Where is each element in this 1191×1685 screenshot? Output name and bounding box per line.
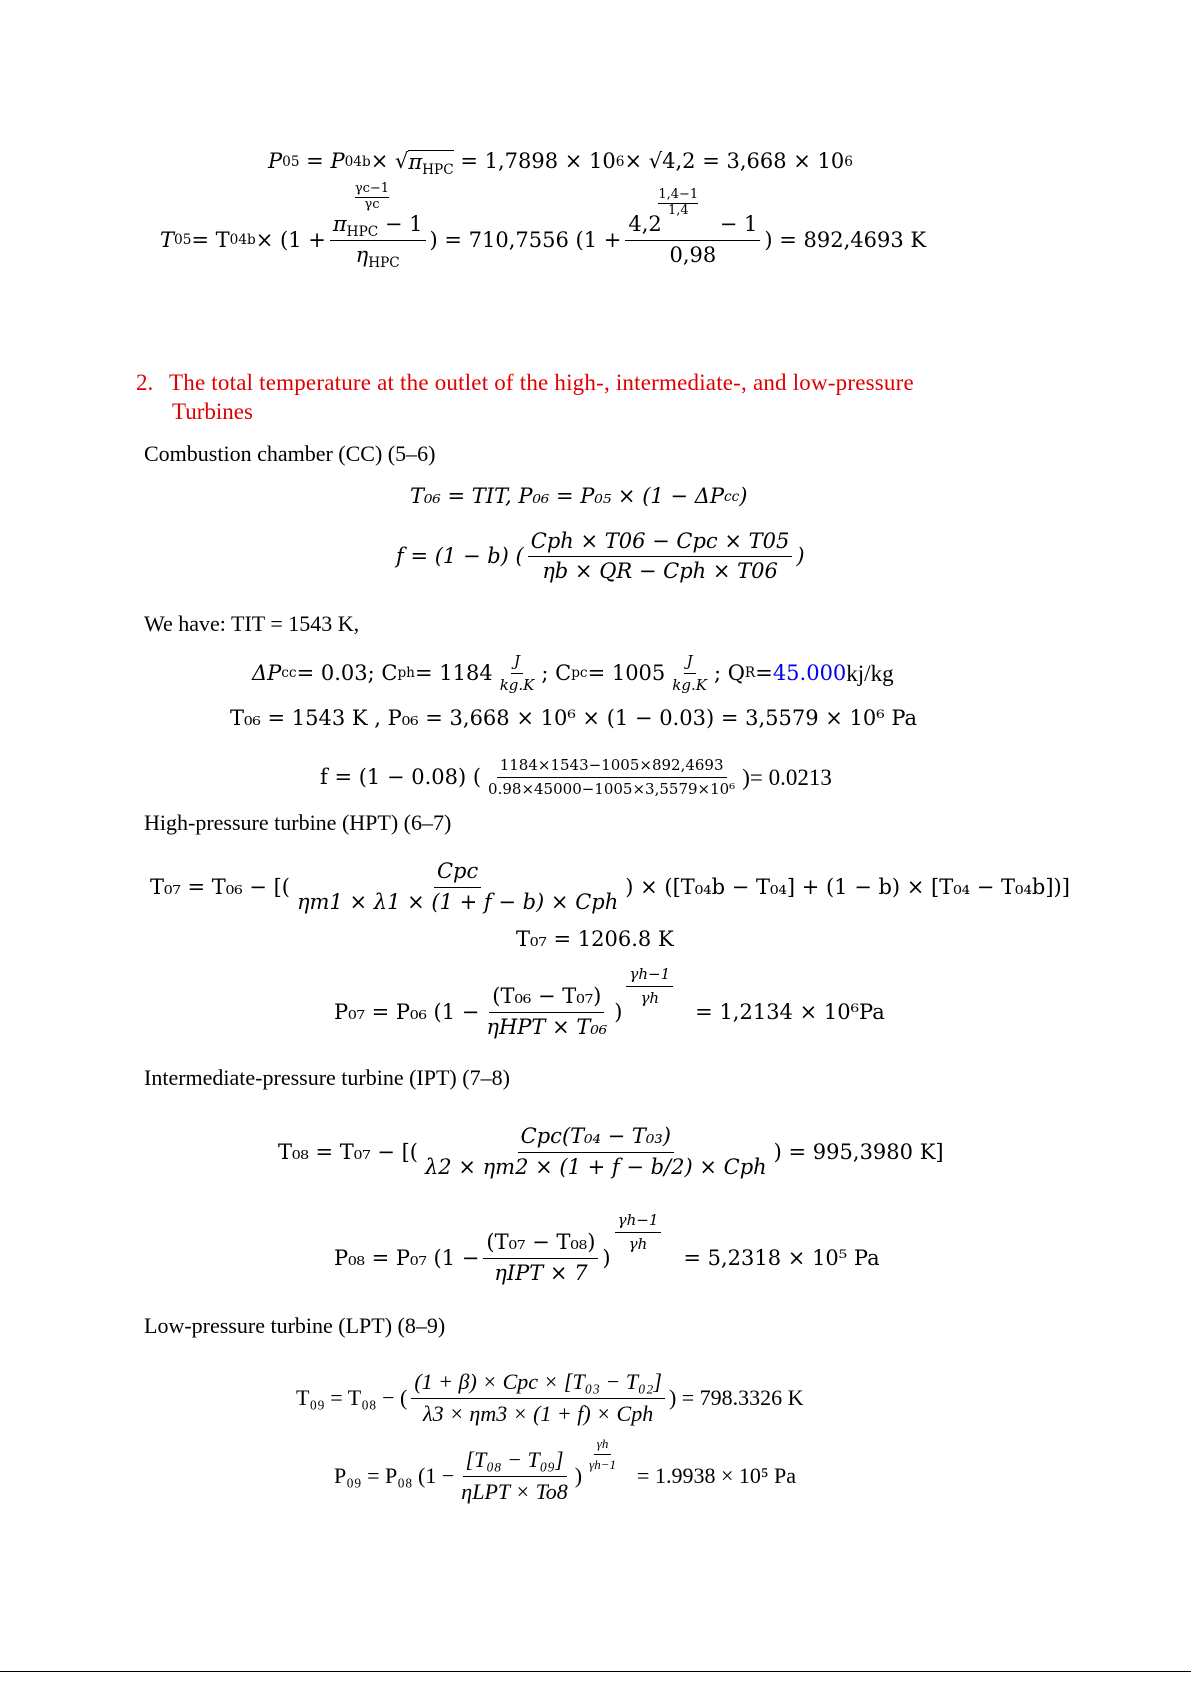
parameters-line: ΔP cc = 0.03; C ph = 1184 $\frac{J}{kg.K}$ ; C pc = 1005 $\frac{J}{kg.K}$ ; Q R = 45.000 kj/kg xyxy=(252,652,894,694)
cc-equation-1: T₀₆ = TIT, P₀₆ = P₀₅ × (1 − ΔP cc ) xyxy=(410,484,748,508)
lpt-title: Low-pressure turbine (LPT) (8–9) xyxy=(144,1313,446,1338)
hpt-title: High-pressure turbine (HPT) (6–7) xyxy=(144,810,452,835)
hpt-t07-equation: T₀₇ = T₀₆ − [( $\frac{\text{Cpc}}{\text{ηm1 × λ1 × (1 + f − b) × Cph}}$ ) × ([T₀₄b − T₀₄] + (1 − b) × [T₀₄ − T₀₄b])] xyxy=(150,859,1070,914)
lpt-p09-equation: P₀₉ = P₀₈ (1 − $\frac{\text{[T₀₈ − T₀₉]}}{\text{ηLPT × To8}}$ ) $\frac{\gamma h}{\gamma h-1}$ = 1.9938 × 10⁵ Pa xyxy=(334,1436,797,1504)
f-value-line: f = (1 − 0.08) ( $\frac{1184\times 1543-1005\times 892,4693}{\text{0.98×45000−1005×3,5579×10⁶}}$ )= 0.0213 xyxy=(320,756,832,798)
equation-p05: P 05 = P 04b × √ $\pi_{HPC}$ = 1,7898 × 10 6 × √4,2 = 3,668 × 10 6 xyxy=(268,149,853,179)
ipt-p08-equation: P₀₈ = P₀₇ (1 − $\frac{\text{(T₀₇ − T₀₈)}}{\text{ηIPT × 7}}$ ) $\frac{\gamma h-1}{\gamma h}$ = 5,2318 × 10⁵ Pa xyxy=(334,1211,880,1285)
hpt-p07-equation: P₀₇ = P₀₆ (1 − $\frac{\text{(T₀₆ − T₀₇)}}{\text{ηHPT × T₀₆}}$ ) $\frac{\gamma h-1}{\gamma h}$ = 1,2134 × 10⁶Pa xyxy=(334,965,885,1039)
t06-p06-line: T₀₆ = 1543 K , P₀₆ = 3,668 × 10⁶ × (1 − 0.03) = 3,5579 × 10⁶ Pa xyxy=(230,706,918,730)
ipt-title: Intermediate-pressure turbine (IPT) (7–8) xyxy=(144,1065,510,1090)
cc-title: Combustion chamber (CC) (5–6) xyxy=(144,441,436,466)
section-heading-line2: Turbines xyxy=(172,399,253,424)
page-bottom-rule xyxy=(0,1671,1191,1672)
t07-result: T₀₇ = 1206.8 K xyxy=(516,927,674,951)
equation-t05: T 05 = T 04b × (1 + γc−1 γc $\pi_{HPC} - 1$ $\eta_{HPC}$ ) = 710,7556 (1 + 1,4−1 1,4 4,2 − 1 0,98 ) = 892,4693 K xyxy=(160,181,927,271)
ipt-t08-equation: T₀₈ = T₀₇ − [( $\frac{\text{Cpc(T₀₄ − T₀₃)}}{\text{λ2 × ηm2 × (1 + f − b/2) × Cph}}$ ) = 995,3980 K] xyxy=(278,1124,944,1179)
lpt-t09-equation: T₀₉ = T₀₈ − ( $\frac{\text{(1 + β) × Cpc × [T₀₃ − T₀₂]}}{\text{λ3 × ηm3 × (1 + f) × Cph}}$ ) = 798.3326 K xyxy=(296,1369,804,1426)
section-heading: 2. The total temperature at the outlet of the high-, intermediate-, and low-pressure xyxy=(136,370,914,395)
we-have-line: We have: TIT = 1543 K, xyxy=(144,611,360,636)
cc-fuel-ratio-equation: f = (1 − b) ( $\frac{\text{Cph × T06 − Cpc × T05}}{\text{ηb × QR − Cph × T06}}$ ) xyxy=(396,529,805,584)
